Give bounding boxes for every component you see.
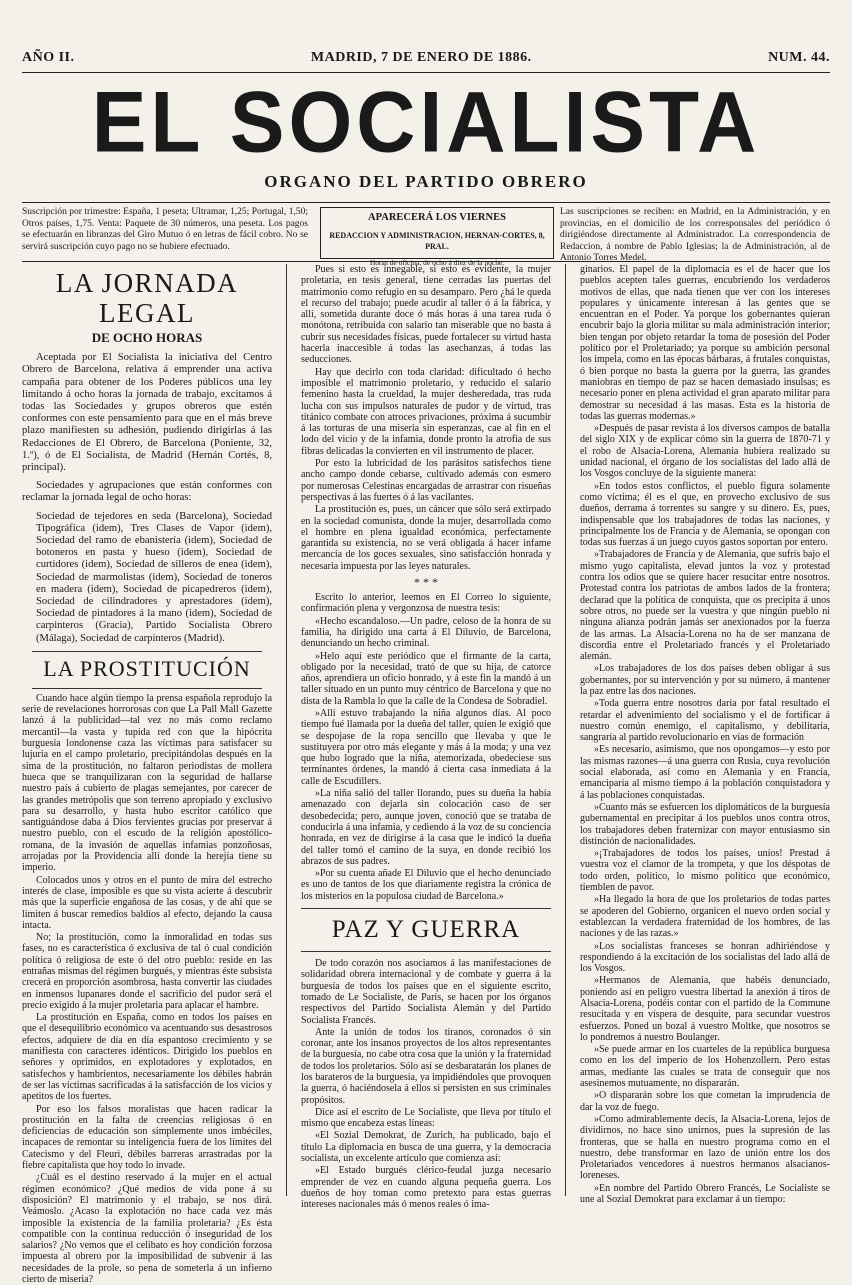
correspondence-info: Las suscripciones se reciben: en Madrid, en la Administración, y en provincias, en el domicilio de los corresponsales del periódico ó dirigiéndose directamente al Administrador. La correspondencia de Redaccion, á nombre de Pablo Iglesias; la de Administración, al de Antonio Torres Medel. <box>560 207 830 263</box>
paragraph: »Allí estuvo trabajando la niña algunos días. Al poco tiempo fué llamada por la dueña del taller, quien le exigió que se despojase de la ropa sencillo que llevaba y que le sustituyera por otro más elegante y más á la moda; y una vez que hubo logrado que la niña, atemorizada, obedeciese sus terminantes órdenes, la mandó á cierta casa inmediata á la calle de Escudillers. <box>300 707 552 787</box>
paragraph: «Hecho escandaloso.—Un padre, celoso de la honra de su familia, ha dirigido una carta á El Diluvio, de Barcelona, denunciando un hecho criminal. <box>300 615 552 650</box>
masthead-subtitle: ORGANO DEL PARTIDO OBRERO <box>264 172 588 191</box>
office-box <box>320 207 554 267</box>
paragraph: »Toda guerra entre nosotros daría por fatal resultado el retardar el advenimiento del socialismo y el de fortificar á nuestro común enemigo, el capitalismo, y debilitaría, sangraría al partido revolucionario en vías de formación <box>579 698 830 744</box>
paragraph: La prostitución es, pues, un cáncer que sólo será extirpado en la sociedad comunista, donde la mujer, desarrollada como el hombre en plena igualdad económica, perfectamente garantida su existencia, no se verá obligada á hacer infame mercancía de los goces sexuales, sino satisfacción honrada y necesaria impuesta por las leyes naturales. <box>300 504 552 572</box>
paragraph: »El Estado burgués clérico-feudal juzga necesario emprender de vez en cuando alguna pequeña guerra. Los dueños de hoy toman como pretexto para estas guerras intereses nacionales más ó menos reales ó ima- <box>300 1165 552 1211</box>
paragraph: ¿Cuál es el destino reservado á la mujer en el actual régimen económico? ¿Qué medios de vida pone á su disposición? El matrimonio y el trabajo, se nos dirá. Veámoslo. ¿Acaso la explotación no hace cada vez más imposible la existencia de la familia proletaria? ¿Es ésta compatible con la continua reducción ó inseguridad de los salarios? ¿No vemos que el celibato es hoy condición forzosa impuesta al obrero por la imposibilidad de subvenir á las necesidades de la prole, so pena de someterla á un infierno cierto de miseria? <box>22 1172 273 1285</box>
paragraph: »Helo aquí este periódico que el firmante de la carta, obligado por la necesidad, trató de que su hija, de catorce años, aprendiera un oficio honrado, y á este fin la mandó á un taller situado en un punto muy céntrico de Barcelona y que no dista de la Rambla lo que la calle de la Condesa de Sobradiel. <box>300 650 552 707</box>
paragraph: Dice así el escrito de Le Socialiste, que lleva por título el mismo que encabeza estas líneas: <box>300 1106 552 1130</box>
column-separator <box>565 264 566 1196</box>
appears-notice: APARECERÁ LOS VIERNES <box>368 212 506 223</box>
column-2 <box>300 264 552 1211</box>
paragraph: Por eso los falsos moralistas que hacen radicar la prostitución en la falta de creencias religiosas ó en deficiencias de educación son simplemente unos imbéciles, incapaces de remontar su inteligencia fuera de los límites del Catecismo y del Fleuri, débiles barreras arrastradas por la fiebre capitalista que hoy todo lo invade. <box>22 1103 273 1172</box>
paragraph: »Cuanto más se esfuercen los diplomáticos de la burguesía gubernamental en precipitar á los pueblos unos contra otros, los trabajadores deben fraternizar con mayor entusiasmo sin distinción de nacionalidades. <box>579 801 830 847</box>
column-3 <box>579 264 830 1206</box>
paragraph: »Es necesario, asimismo, que nos opongamos—y esto por las mismas razones—á una guerra con Rusia, cuya revolución social elaborada, así como en Alemania y en Francia, emanciparía al mismo tiempo á la población conquistadora y á las poblaciones conquistadas. <box>579 744 830 801</box>
paragraph: Cuando hace algún tiempo la prensa española reprodujo la serie de revelaciones horrorosas con que La Pall Mall Gazette lanzó á la publicidad—tal vez no más como reclamo mercantil—la vasta y tupida red con que la hipócrita burguesía londonense caza las víctimas para satisfacer su lujuria en el campo proletario, precipitándolas después en la sima de la prostitución, no faltaron periodistas de mollera hueca que se tranquilizaran con la seguridad de hallarse nuestro país á cubierto de plagas semejantes, por carecer de las grandes metrópolis que son terreno apropiado y exclusivo para su desarrollo, y hasta hubo escritor católico que santiguándose daba á Dios fervientes gracias por preservar á nuestro pueblo, con el escudo de la religión apostólico-romana, de la invasión de aquellas infamias ponzoñosas, arrojadas por la Providencia allí donde la herejía tiene su imperio. <box>22 692 273 874</box>
masthead-rule <box>22 202 830 203</box>
editorial-address: REDACCION Y ADMINISTRACION, HERNAN-CORTES, 8, PRAL. <box>329 230 545 251</box>
info-bar <box>22 207 830 267</box>
paragraph: »Por su cuenta añade El Diluvio que el hecho denunciado es uno de tantos de los que diariamente registra la crónica de los misterios en la populosa ciudad de Barcelona.» <box>300 868 552 902</box>
paragraph: No; la prostitución, como la inmoralidad en todas sus fases, no es característica ó exclusiva de tal ó cual condición política ó religiosa de este ó del otro pueblo: reside en las entrañas mismas del régimen burgués, y mientras éste subsista crecerá en proporción asombrosa, hasta convertir las ciudades en inmensos lupanares donde el sacrificio del pudor será el precio exigido á la mujer proletaria para aplacar el hambre. <box>22 932 273 1011</box>
asterism: * * * <box>414 575 438 590</box>
masthead-title: EL SOCIALISTA <box>91 74 761 171</box>
paragraph: »Después de pasar revista á los diversos campos de batalla del siglo XIX y de explicar cómo sin la guerra de 1870-71 y el robo de Alsacia-Lorena, Alemania hubiera realizado su unidad nacional, el órgano de los socialistas del lado allá de los Vosgos concluye de la siguiente manera: <box>579 423 830 480</box>
paragraph: »Los socialistas franceses se honran adhiriéndose y respondiendo á la excitación de los socialistas del lado allá de los Vosgos. <box>579 940 830 975</box>
paragraph: De todo corazón nos asociamos á las manifestaciones de solidaridad obrera internacional y de combate y guerra á la burguesía de todos los países que en el siguiente escrito, tomado de Le Socialiste, de París, se hacen por los órganos respectivos del Partido Socialista Alemán y del Partido Socialista Francés. <box>300 958 552 1026</box>
year-label: AÑO II. <box>22 50 75 65</box>
dateline <box>22 48 830 68</box>
paragraph: »¡Trabajadores de todos los países, uníos! Prestad á vuestra voz el clamor de la trompeta, y que los déspotas de todo orden, político, lo mismo político que económico, tiemblen de pavor. <box>579 848 830 894</box>
subscription-info: Suscripción por trimestre: España, 1 peseta; Ultramar, 1,25; Portugal, 1,50; Otros países, 1,75. Venta: Paquete de 30 números, una peseta. Los pagos se efectuarán en libranzas del Giro Mutuo ó en letras de fácil cobro. No se servirá suscripción cuyo pago no se hubiere efectuado. <box>22 207 308 252</box>
section-divider <box>32 688 262 689</box>
paragraph: »Los trabajadores de los dos países deben obligar á sus gobernantes, por su intervención y por su número, á mantener la paz entre las dos naciones. <box>579 663 830 697</box>
paragraph: Aceptada por El Socialista la iniciativa del Centro Obrero de Barcelona, relativa á emprender una activa campaña para obtener de los Poderes públicos una ley limitando á ocho horas la jornada de trabajo, excitamos á todas las Sociedades y grupos obreros que estén conformes con este pensamiento para que en el más breve plazo manifiesten su adhesión, pudiendo dirigirlas á las Redacciones de El Obrero, de Barcelona (Poniente, 32, 1.º), ó de El Socialista, de Madrid (Hernán Cortés, 8, principal). <box>22 352 273 474</box>
article-subtitle-jornada: DE OCHO HORAS <box>91 330 203 345</box>
article-title-jornada: LA JORNADA LEGAL <box>55 268 239 328</box>
article-title-prostitucion: LA PROSTITUCIÓN <box>43 655 251 681</box>
paragraph: «El Sozial Demokrat, de Zurich, ha publicado, bajo el título La diplomacia en busca de una guerra, y la democracia socialista, un excelente artículo que comienza así: <box>300 1130 552 1165</box>
article-columns <box>22 264 830 1285</box>
paragraph: Por esto la lubricidad de los parásitos satisfechos tiene ancho campo donde cebarse, cultivado además con esmero por numerosas Celestinas encargadas de arrastrar con risueñas perspectivas á las fuertes ó á las vacilantes. <box>300 458 552 503</box>
paragraph: La prostitución en España, como en todos los países en que el desequilibrio económico va acentuando sus desastrosos efectos, adquiere de día en día espantoso crecimiento y se manifiesta con caracteres idénticos. Dirigido los pueblos en señores y oprimidos, en explotadores y explotados, en satisfechos y hambrientos, necesariamente los débiles habrán de ser las víctimas sacrificadas á la satisfacción de los vicios y apetitos de los fuertes. <box>22 1012 273 1103</box>
paragraph: ginarios. El papel de la diplomacia es el de hacer que los pueblos acepten tales guerras, encubriendo los verdaderos motivos de ellas, que nada tienen que ver con los intereses populares y únicamente interesan á las gentes que se encuentran en el Poder. Ya porque los gobernantes quieran encubrir bajo la gloria militar su mala administración interior; bien tengan por objeto retardar la toma de posesión del Poder político por el Proletariado; ya porque su ambición personal los impela, como en las épocas bárbaras, á frutales conquistas, ó bien porque no basta la guerra por la guerra, las grandes maniobras en tiempo de paz se hacen demasiado insulsas; es necesario poner en plena actividad el gran aparato militar para demostrar su necesidad á las masas. Esta es la historia de todas las guerras modernas.» <box>579 264 830 422</box>
section-divider <box>32 651 262 652</box>
paragraph: Hay que decirlo con toda claridad: dificultado ó hecho imposible el matrimonio proletario, y reducido el salario femenino hasta la crueldad, la mujer desheredada, tras ruda lucha con sus impulsos naturales de pudor y de virtud, tras titánico combate con atroces privaciones, próxima á sucumbir á las torturas de una miseria sin esperanzas, cae al fin en el lodo del vicio y de la infamia, donde pronto la atrofia de sus fibras delicadas la convierten en vil instrumento de placer. <box>300 366 552 457</box>
column-separator <box>286 264 287 1196</box>
paragraph: »La niña salió del taller llorando, pues su dueña la había amenazado con dejarla sin colocación caso de ser desobedecida; pero, aunque joven, conoció que se trataba de conducirla á una infamia, y cediendo á la voz de su conciencia honrada, en vez de dirigirse á la casa que le indicó la dueña del taller tomó el camino de la suya, en donde recibió los abrazos de sus padres. <box>300 788 552 867</box>
paragraph: »O dispararán sobre los que cometan la imprudencia de dar la voz de fuego. <box>579 1090 830 1113</box>
paragraph: Sociedades y agrupaciones que están conformes con reclamar la jornada legal de ocho horas: <box>22 480 273 504</box>
article-title-paz-y-guerra: PAZ Y GUERRA <box>301 908 551 952</box>
paragraph: »En nombre del Partido Obrero Francés, Le Socialiste se une al Sozial Demokrat para exclamar á un tiempo: <box>579 1182 830 1206</box>
paragraph: »Hermanos de Alemania, que habéis denunciado, poniendo así en peligro vuestra libertad la anexión á tiros de Alsacia-Lorena, podéis contar con el partido de la Commune resucitada y en víspera de desquite, para secundar vuestros esfuerzos. Poned un bozal á vuestro Moltke, que nosotros se lo pondremos á nuestro Boulanger. <box>579 975 830 1043</box>
top-rule <box>22 72 830 73</box>
paragraph: Pues si esto es innegable, si esto es evidente, la mujer proletaria, en tesis general, tiene cerradas las puertas del matrimonio como refugio en su desamparo. Pero ¿há le queda el recurso del trabajo; puede acudir al taller ó á la fábrica, y allí, sometida durante doce ó más horas á una tarea ruda ó monótona, retribuida con salario tan miserable que no basta á cubrir sus necesidades físicas, puede fortalecer su virtud hasta hacerla inaccesible á todas las asechanzas, á todas las seducciones. <box>300 264 552 366</box>
paragraph: »Se puede armar en los cuarteles de la república burguesa como en los del imperio de los Hohenzollern. Pero estas armas, mediante las cuales se trata de conseguir que nos asesinemos mutuamente, no dispararán. <box>579 1044 830 1090</box>
paragraph: »Ha llegado la hora de que los proletarios de todas partes se apoderen del Gobierno, organicen el nuevo orden social y establezcan la verdadera fraternidad de los hombres, de las naciones y de las razas.» <box>579 894 830 940</box>
office-hours: Horas de oficina, de ocho á diez de la noche. <box>369 257 505 267</box>
info-rule <box>22 261 830 262</box>
paragraph: »Trabajadores de Francia y de Alemania, que sufrís bajo el mismo yugo capitalista, elevad juntos la voz y protestad contra los odios que se quiere hacer resucitar entre nosotros. Protestad contra los patriotas de ambos lados de la frontera; declarad que la política de conquista, que os precipita á unos sobre otros, no puede ser la vuestra y que ningún pueblo ni ninguna alianza podrán jamás ser anexionados por la fuerza de las armas. La Alsacia-Lorena no ha de ser manzana de discordia entre el Proletariado francés y el Proletariado alemán. <box>579 549 830 663</box>
society-list: Sociedad de tejedores en seda (Barcelona), Sociedad Tipográfica (idem), Tres Clases de Vapor (idem), Sociedad del ramo de ebanistería (idem), Sociedad de botoneros en pasta y hueso (idem), Sociedad de curtidores (idem), Sociedad de silleros de enea (idem), Sociedad de marmolistas (idem), Sociedad de toneros en madera (idem), Sociedad de picapedreros (idem), Sociedad de cilindradores y aprestadores (idem), Sociedad de pintadores á la mano (idem), Sociedad de carpinteros (Gracia), Partido Socialista Obrero (Málaga), Sociedad de carpinteros (Madrid). <box>36 510 273 644</box>
paragraph: »Como admirablemente decís, la Alsacia-Lorena, lejos de dividirnos, no hace sino unirnos, pues la supresión de las fronteras, que se halla en nuestro programa como en el nuestro, debe transformar en lazo de unión entre los dos Proletariados vencedores á nuestros hermanos alsacianos-loreneses. <box>579 1113 830 1182</box>
issue-number: NUM. 44. <box>768 50 830 65</box>
paragraph: Colocados unos y otros en el punto de mira del estrecho interés de clase, imposible es que su vista acierte á descubrir más que la superficie engañosa de las cosas, y de ahí que se limiten á buscar remedios baldíos al efecto, dejando la causa intacta. <box>22 874 273 931</box>
paragraph: Escrito lo anterior, leemos en El Correo lo siguiente, confirmación plena y vergonzosa de nuestra tesis: <box>300 592 552 615</box>
column-1 <box>22 264 273 1285</box>
issue-date: MADRID, 7 DE ENERO DE 1886. <box>310 50 532 65</box>
paragraph: Ante la unión de todos los tiranos, coronados ó sin coronar, ante los insanos proyectos de los altos representantes de la burguesía, no cabe otra cosa que la unión y la fraternidad de todos los proletarios. Sólo así se desbaratarán los planes de los barateros de la burguesía, ya impidiéndoles que provoquen la guerra, ó haciéndosela á ellos si persisten en sus criminales propósitos. <box>300 1026 552 1106</box>
paragraph: »En todos estos conflictos, el pueblo figura solamente como víctima; él es el que, en provecho exclusivo de sus dueños, derrama á torrentes su sangre y su dinero. Es, pues, indispensable que los trabajadores de todas las naciones, y principalmente los de Francia y de Alemania, se opongan con todas sus fuerzas á un juego cuyos gastos soportan por entero. <box>579 480 830 549</box>
